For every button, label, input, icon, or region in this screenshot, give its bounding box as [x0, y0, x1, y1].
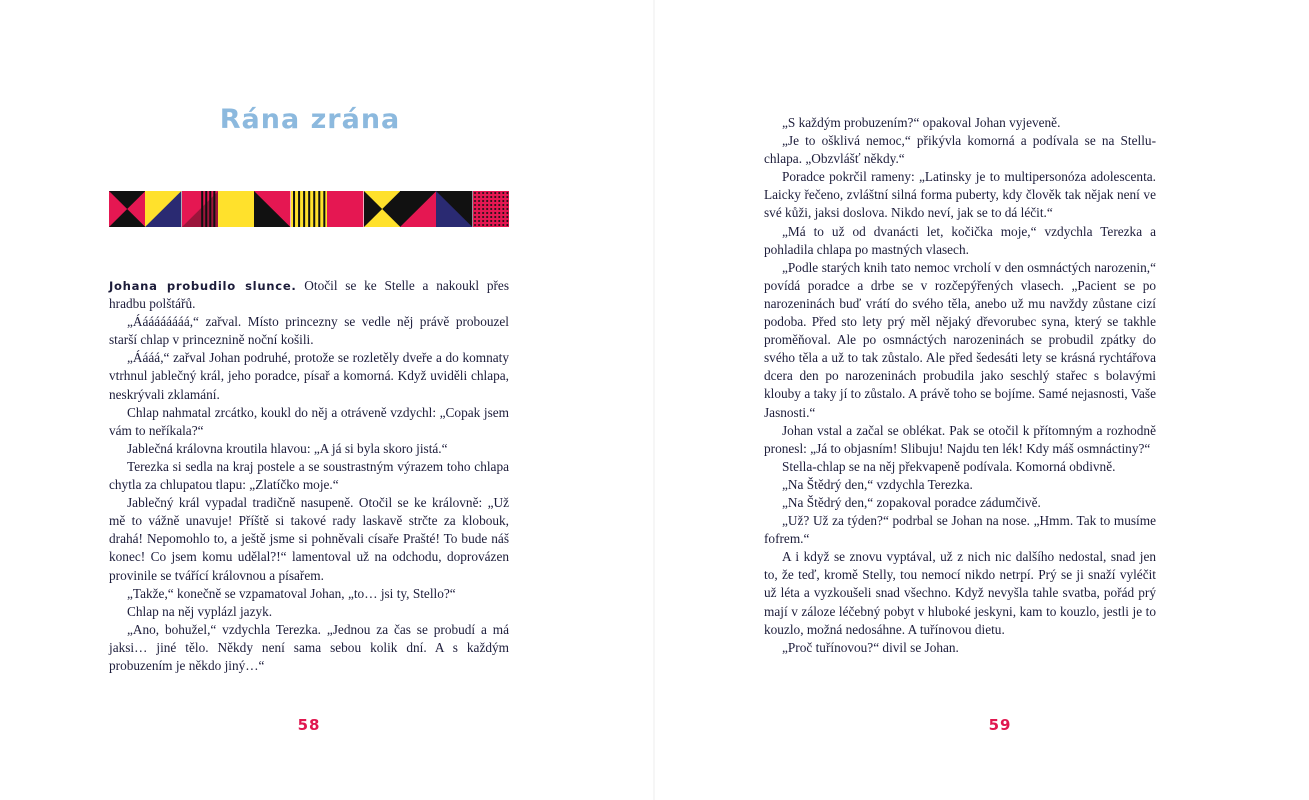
- paragraph: Terezka si sedla na kraj postele a se soustrastným výrazem toho chlapa chytla za chlupatou tlapu: „Zlatíčko moje.“: [109, 458, 509, 493]
- paragraph: Poradce pokrčil rameny: „Latinsky je to multipersonóza adolescenta. Laicky řečeno, zvláštní silná forma puberty, kdy člověk tak nějak není ve své kůži, jaksi doslova. Nikdo neví, jak se to dá léčit.“: [764, 169, 1156, 221]
- paragraph: „Ááááááááá,“ zařval. Místo princezny se vedle něj právě probouzel starší chlap v princeznině noční košili.: [109, 314, 509, 348]
- pattern-tile-6: [291, 191, 327, 227]
- paragraph: Jablečná královna kroutila hlavou: „A já si byla skoro jistá.“: [127, 440, 448, 456]
- pattern-tile-3: [182, 191, 218, 227]
- paragraph-text: Otočil se ke Stelle a nakoukl přes hradbu polštářů.: [109, 278, 510, 312]
- paragraph: Chlap na něj vyplázl jazyk.: [127, 603, 273, 619]
- paragraph: „Proč tuřínovou?“ divil se Johan.: [782, 639, 959, 655]
- paragraph: Jablečný král vypadal tradičně nasupeně. Otočil se ke královně: „Už mě to vážně unavuje! Příště si takové rady laskavě strčte za klobouk, drahá! Nepomohlo to, a ještě jsme si pohněvali císaře Prašté! To bude náš konec! Co jsem komu udělal?!“ lamentoval už na odchodu, doprovázen provinile se tvářící královnou a písařem.: [109, 495, 509, 583]
- chapter-opening-run-in: Johana probudilo slunce.: [109, 279, 297, 293]
- page-number-right: 59: [988, 716, 1012, 734]
- paragraph: „Na Štědrý den,“ zopakoval poradce zádumčivě.: [782, 494, 1041, 510]
- right-page-text: [764, 114, 1156, 657]
- paragraph: „Ano, bohužel,“ vzdychla Terezka. „Jednou za čas se probudí a má jaksi… jiné tělo. Někdy není sama sebou kolik dní. A s každým probuzením je někdo jiný…“: [109, 621, 509, 673]
- paragraph: Stella-chlap se na něj překvapeně podívala. Komorná obdivně.: [782, 458, 1116, 474]
- pattern-tile-5: [254, 191, 290, 227]
- opening-paragraph: [109, 277, 509, 313]
- page-number-left: 58: [297, 716, 321, 734]
- paragraph: „Na Štědrý den,“ vzdychla Terezka.: [782, 476, 973, 492]
- paragraph: „Podle starých knih tato nemoc vrcholí v den osmnáctých narozenin,“ povídá poradce a drbe se v rozčepýřených vlasech. „Pacient se po narozeninách buď vrátí do svého těla, anebo už mu navždy zůstane cizí podoba. Před sto lety prý měl nějaký dřevorubec syna, který se takhle proměňoval. Ale po osmnáctých narozeninách se probudil zpátky do svého těla a už to tak zůstalo. Ale před šedesáti lety se krásná rychtářova dcera den po narozeninách probudila jako seschlý stařec s bolavými klouby a taky jí to zůstalo. A právě toho se bojíme. Samé nejasnosti, Vaše Jasnosti.“: [764, 259, 1156, 420]
- pattern-tile-8: [364, 191, 400, 227]
- paragraph: „Už? Už za týden?“ podrbal se Johan na nose. „Hmm. Tak to musíme fofrem.“: [764, 513, 1156, 547]
- paragraph: „Áááá,“ zařval Johan podruhé, protože se rozletěly dveře a do komnaty vtrhnul jablečný král, jeho poradce, písař a komorná. Když uviděli chlapa, neskrývali zklamání.: [109, 350, 509, 402]
- pattern-tile-1: [109, 191, 145, 227]
- paragraph: „Má to už od dvanácti let, kočička moje,“ vzdychla Terezka a pohladila chlapa po mastných vlasech.: [764, 223, 1156, 257]
- paragraph: „Takže,“ konečně se vzpamatoval Johan, „to… jsi ty, Stello?“: [127, 585, 456, 601]
- pattern-tile-11: [473, 191, 509, 227]
- pattern-tile-9: [400, 191, 436, 227]
- paragraph: A i když se znovu vyptával, už z nich nic dalšího nedostal, snad jen to, že teď, kromě Stelly, tou nemocí nikdo netrpí. Prý se ji snaží vyléčit už léta a vyzkoušeli snad všechno. Když nevyšla tahle svatba, pořád prý mají v záloze léčebný pobyt v hluboké jeskyni, kam to kouzlo, jestli je to kouzlo, možná nedosáhne. A tuřínovou dietu.: [764, 549, 1156, 637]
- paragraph: „S každým probuzením?“ opakoval Johan vyjeveně.: [782, 115, 1061, 130]
- left-page: [0, 0, 654, 800]
- pattern-tile-4: [218, 191, 254, 227]
- paragraph: „Je to ošklivá nemoc,“ přikývla komorná a podívala se na Stellu-chlapa. „Obzvlášť někdy.“: [764, 133, 1156, 167]
- pattern-tile-2: [145, 191, 181, 227]
- right-page: [654, 0, 1309, 800]
- paragraph: Chlap nahmatal zrcátko, koukl do něj a otráveně vzdychl: „Copak jsem vám to neříkala?“: [109, 404, 509, 438]
- left-page-text: [109, 277, 509, 675]
- chapter-title: Rána zrána: [219, 104, 401, 135]
- pattern-tile-10: [436, 191, 472, 227]
- pattern-tile-7: [327, 191, 363, 227]
- paragraph: Johan vstal a začal se oblékat. Pak se otočil k přítomným a rozhodně pronesl: „Já to objasním! Slibuju! Najdu ten lék! Kdy máš osmnáctiny?“: [764, 422, 1156, 456]
- decorative-pattern-band: [109, 191, 509, 227]
